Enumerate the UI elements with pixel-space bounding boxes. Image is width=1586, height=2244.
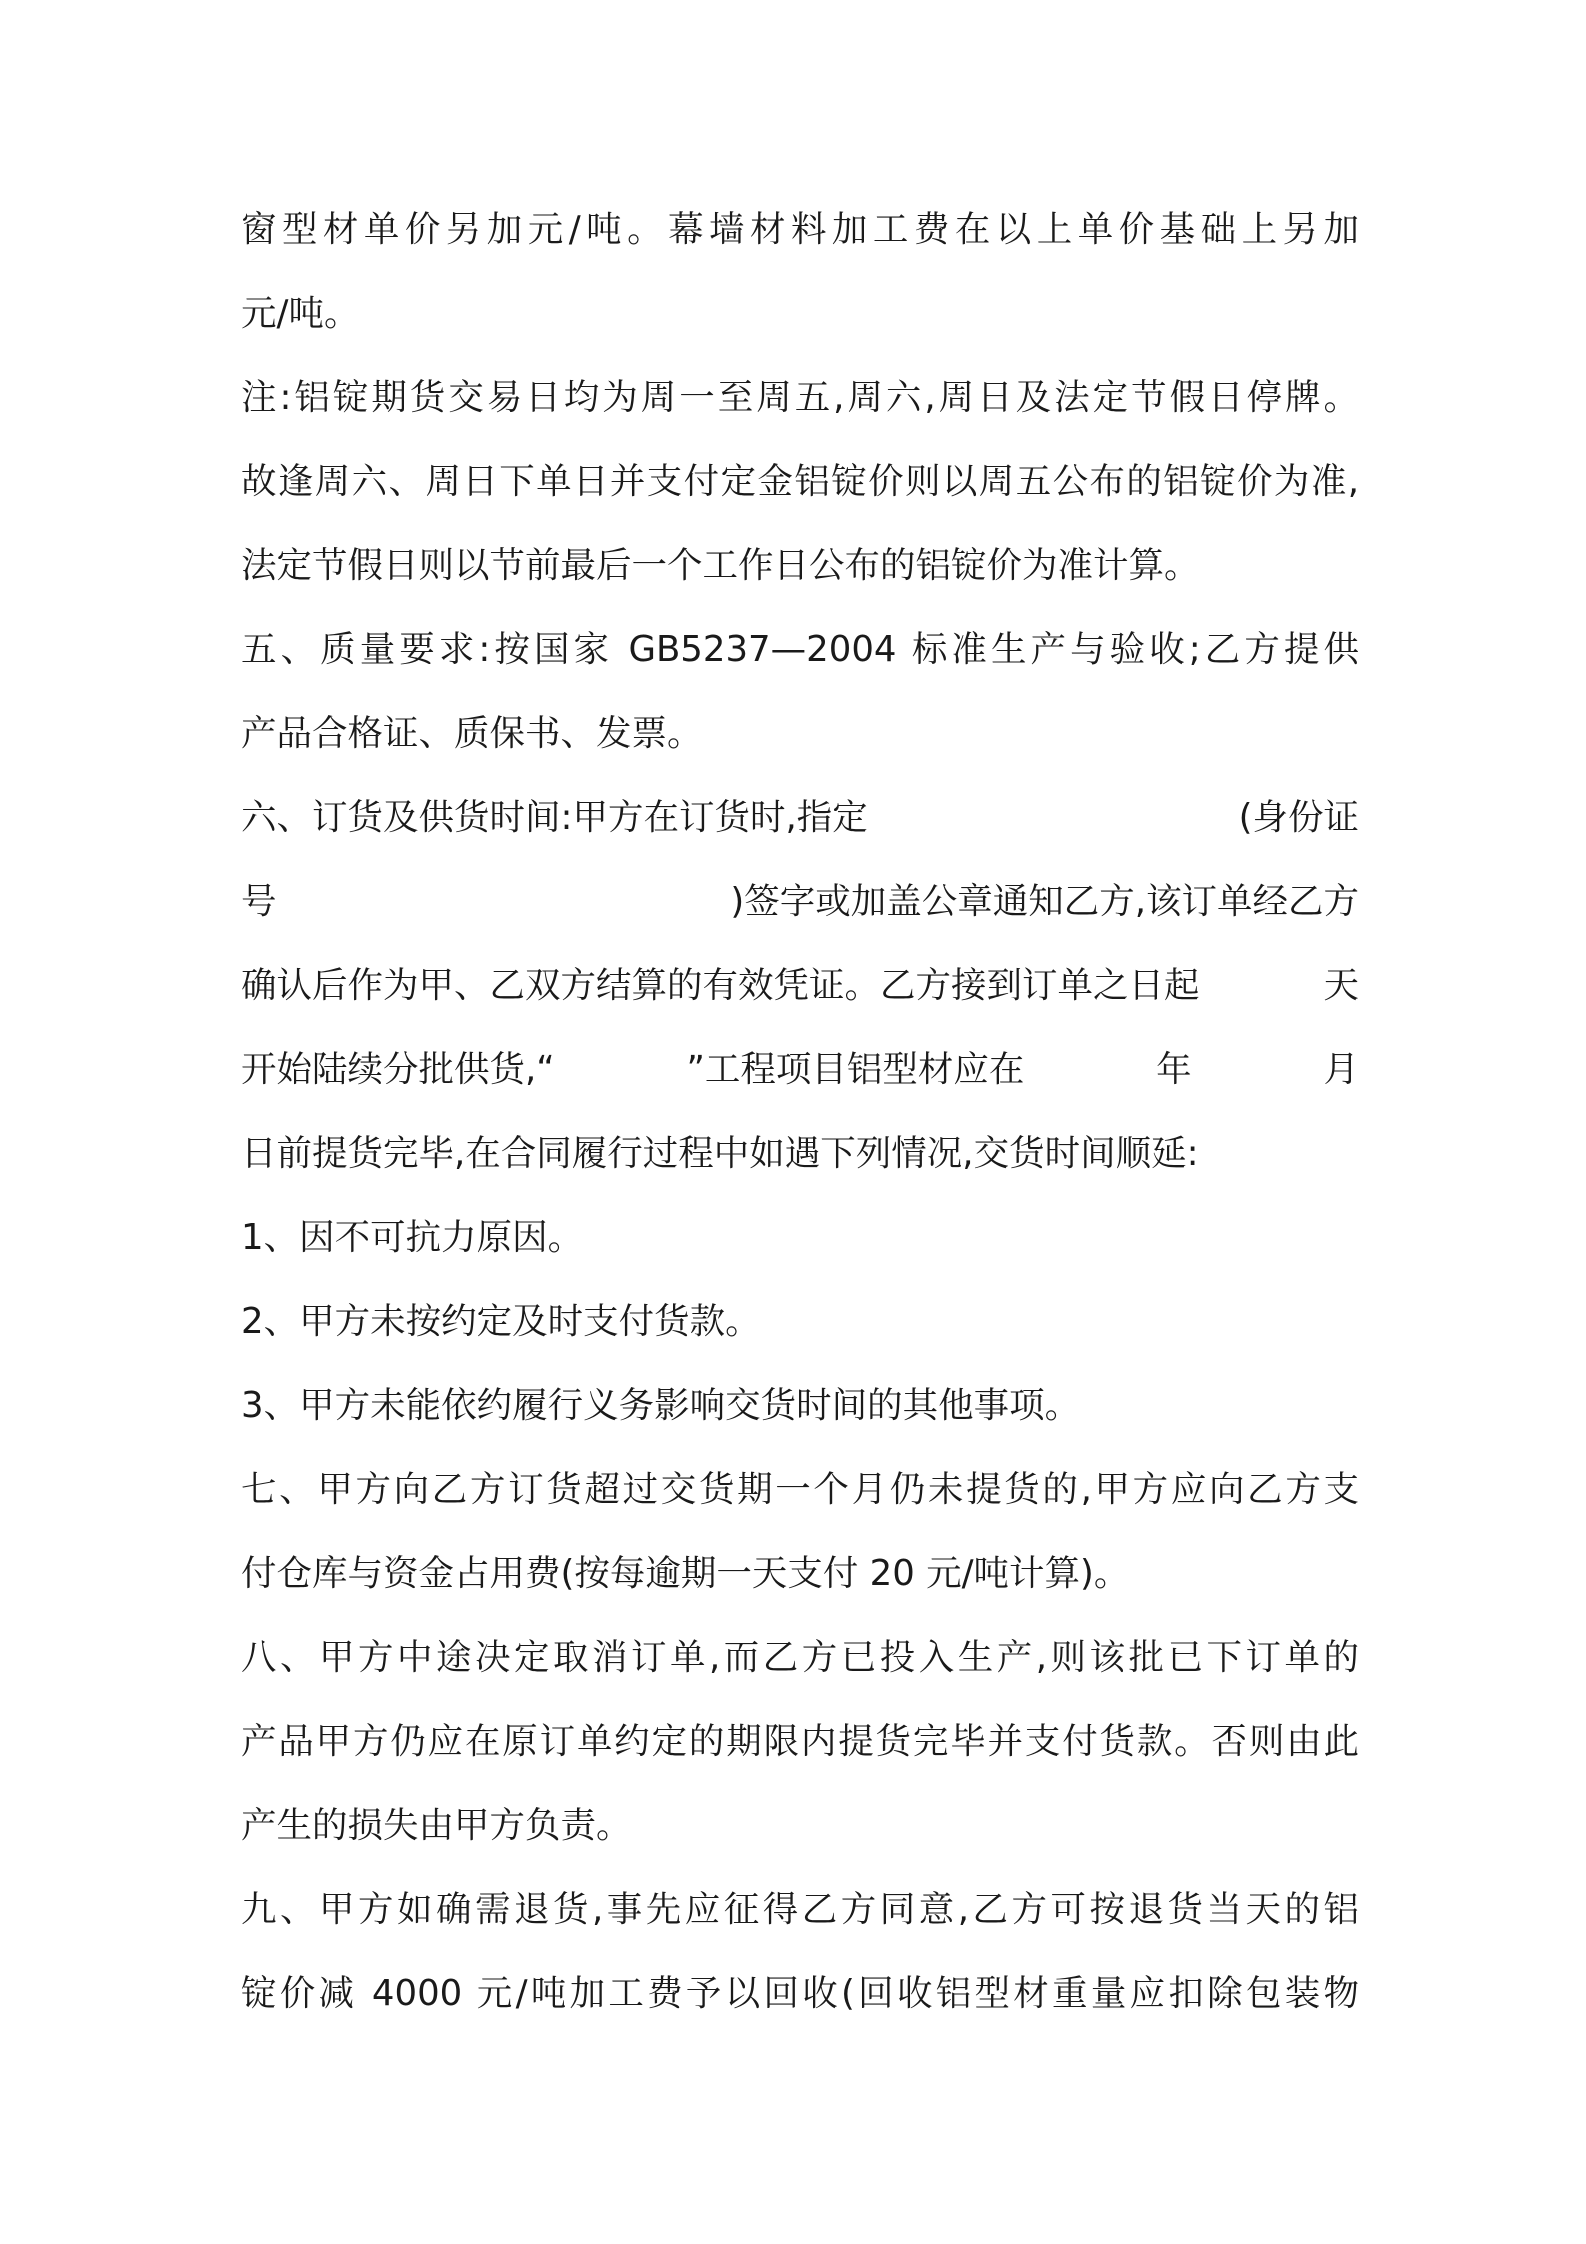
id-card-open: (身份证 [1238,797,1359,838]
text-line-1: 窗型材单价另加元/吨。幕墙材料加工费在以上单价基础上另加 [241,209,1359,250]
text-line-2: 元/吨。 [241,293,360,334]
text-line-16: 七、甲方向乙方订货超过交货期一个月仍未提货的,甲方应向乙方支 [241,1469,1359,1510]
year-label: 年 [1156,1049,1192,1090]
id-number-label: 号 [241,881,277,922]
supply-start-text: 开始陆续分批供货,“ [241,1049,555,1090]
text-line-8 [241,788,1359,848]
text-line-14: 2、甲方未按约定及时支付货款。 [241,1301,761,1342]
text-line-15: 3、甲方未能依约履行义务影响交货时间的其他事项。 [241,1385,1081,1426]
text-line-12: 日前提货完毕,在合同履行过程中如遇下列情况,交货时间顺延: [241,1133,1199,1174]
text-line-20: 产生的损失由甲方负责。 [241,1805,632,1846]
text-line-7: 产品合格证、质保书、发票。 [241,713,703,754]
id-card-close: )签字或加盖公章通知乙方,该订单经乙方 [730,881,1359,922]
month-label: 月 [1323,1049,1359,1090]
text-line-17: 付仓库与资金占用费(按每逾期一天支付 20 元/吨计算)。 [241,1553,1130,1594]
text-line-18: 八、甲方中途决定取消订单,而乙方已投入生产,则该批已下订单的 [241,1637,1359,1678]
text-line-10 [241,956,1359,1016]
text-line-4: 故逢周六、周日下单日并支付定金铝锭价则以周五公布的铝锭价为准, [241,461,1359,502]
text-line-3: 注:铝锭期货交易日均为周一至周五,周六,周日及法定节假日停牌。 [241,377,1359,418]
days-label: 天 [1323,965,1359,1006]
order-confirmation-text: 确认后作为甲、乙双方结算的有效凭证。乙方接到订单之日起 [241,965,1200,1006]
project-name-close: ”工程项目铝型材应在 [686,1049,1025,1090]
text-line-13: 1、因不可抗力原因。 [241,1217,584,1258]
text-line-6: 五、质量要求:按国家 GB5237—2004 标准生产与验收;乙方提供 [241,629,1359,670]
text-line-21: 九、甲方如确需退货,事先应征得乙方同意,乙方可按退货当天的铝 [241,1889,1359,1930]
text-line-11 [241,1040,1359,1100]
text-line-19: 产品甲方仍应在原订单约定的期限内提货完毕并支付货款。否则由此 [241,1721,1359,1762]
text-line-22: 锭价减 4000 元/吨加工费予以回收(回收铝型材重量应扣除包装物 [241,1973,1359,2014]
text-line-5: 法定节假日则以节前最后一个工作日公布的铝锭价为准计算。 [241,545,1200,586]
text-line-9 [241,872,1359,932]
clause-six-start: 六、订货及供货时间:甲方在订货时,指定 [241,797,868,838]
